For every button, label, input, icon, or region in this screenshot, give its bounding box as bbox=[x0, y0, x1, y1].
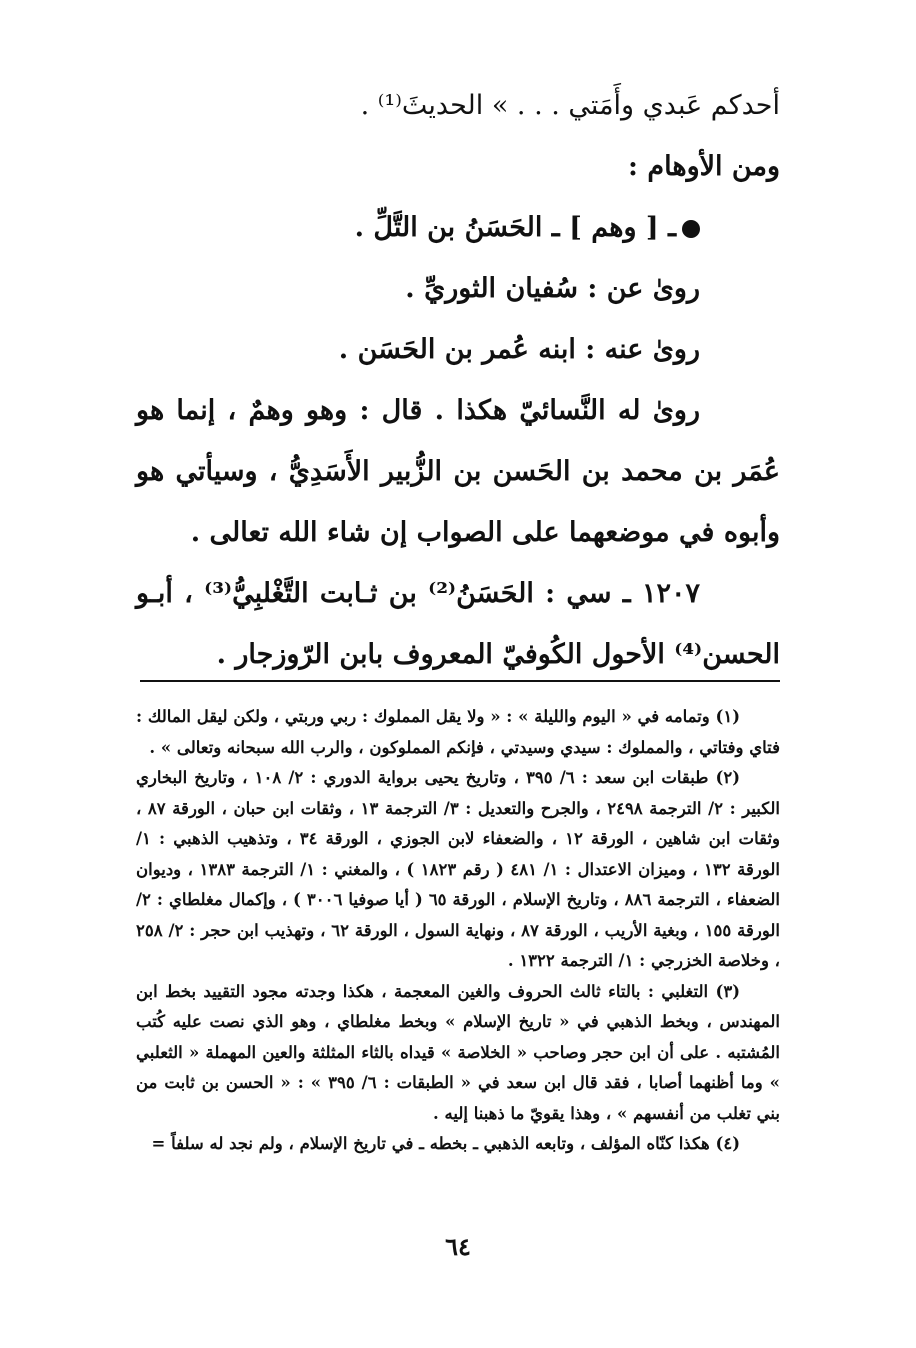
footnote-3: (٣) التغلبي : بالتاء ثالث الحروف والغين المعجمة ، هكذا وجدته مجود التقييد بخط ابن المهندس ، وبخط الذهبي في « تاريخ الإسلام » وبخط مغلطاي ، وهو الذي نصت عليه كُتب المُشتبه . على أن ابن حجر وصاحب « الخلاصة » قيداه بالثاء المثلثة والعين المهملة « الثعلبي » وما أظنهما أصابا ، فقد قال ابن سعد في « الطبقات : ٦/ ٣٩٥ » : « الحسن بن ثابت من بني تغلب من أنفسهم » ، وهذا يقويّ ما ذهبنا إليه . bbox=[136, 981, 780, 1123]
entry-1207: ١٢٠٧ ـ سي : الحَسَنُ⁽²⁾ بن ثـابت التَّغْلبِيُّ⁽³⁾ ، أبـو الحسن⁽⁴⁾ الأحول الكُوفيّ المعروف بابن الرّوزجار . bbox=[136, 578, 780, 670]
narrated-from-line: رویٰ عن : سُفيان الثوريِّ . bbox=[405, 273, 700, 304]
footnote-divider bbox=[140, 680, 780, 682]
footnote-2: (٢) طبقات ابن سعد : ٦/ ٣٩٥ ، وتاريخ يحيى برواية الدوري : ٢/ ١٠٨ ، وتاريخ البخاري الكبير : ٢/ الترجمة ٢٤٩٨ ، والجرح والتعديل : ٣/ الترجمة ١٣ ، وثقات ابن حبان ، الورقة ٨٧ ، وثقات ابن شاهين ، الورقة ١٢ ، والضعفاء لابن الجوزي ، الورقة ٣٤ ، وتذهيب الذهبي : ١/ الورقة ١٣٢ ، وميزان الاعتدال : ١/ ٤٨١ ( رقم ١٨٢٣ ) ، والمغني : ١/ الترجمة ١٣٨٣ ، وديوان الضعفاء ، الترجمة ٨٨٦ ، وتاريخ الإسلام ، الورقة ٦٥ ( أيا صوفيا ٣٠٠٦ ) ، وإكمال مغلطاي : ٢/ الورقة ١٥٥ ، وبغية الأريب ، الورقة ٨٧ ، ونهاية السول ، الورقة ٦٢ ، وتهذيب ابن حجر : ٢/ ٢٥٨ ، وخلاصة الخزرجي : ١/ الترجمة ١٣٢٢ . bbox=[136, 768, 781, 970]
bullet-icon bbox=[682, 220, 700, 238]
section-heading: ومن الأوهام : bbox=[628, 151, 780, 182]
main-text bbox=[136, 75, 780, 685]
text-line-continuation: أحدكم عَبدي وأَمَتي . . . » الحديثَ⁽¹⁾ . bbox=[360, 90, 780, 121]
entry-title-text: ـ [ وهم ] ـ الحَسَنُ بن التَّلِّ . bbox=[354, 212, 676, 243]
page-number: ٦٤ bbox=[445, 1232, 471, 1261]
footnote-4: (٤) هكذا كنّاه المؤلف ، وتابعه الذهبي ـ بخطه ـ في تاريخ الإسلام ، ولم نجد له سلفاً = bbox=[151, 1134, 740, 1153]
body-paragraph: رویٰ له النَّسائيّ هكذا . قال : وهو وهمٌ ، إنما هو عُمَر بن محمد بن الحَسن بن الزُّبير الأَسَدِيُّ ، وسيأتي هو وأبوه في موضعهما على الصواب إن شاء الله تعالى . bbox=[136, 395, 780, 548]
narrated-by-line: رویٰ عنه : ابنه عُمر بن الحَسَن . bbox=[338, 334, 700, 365]
entry-title bbox=[136, 197, 780, 258]
footnotes bbox=[136, 702, 780, 1160]
footnote-1: (١) وتمامه في « اليوم والليلة » : « ولا يقل المملوك : ربي وربتي ، ولكن ليقل المالك : فتاي وفتاتي ، والمملوك : سيدي وسيدتي ، فإنكم المملوكون ، والرب الله سبحانه وتعالى » . bbox=[136, 707, 780, 757]
